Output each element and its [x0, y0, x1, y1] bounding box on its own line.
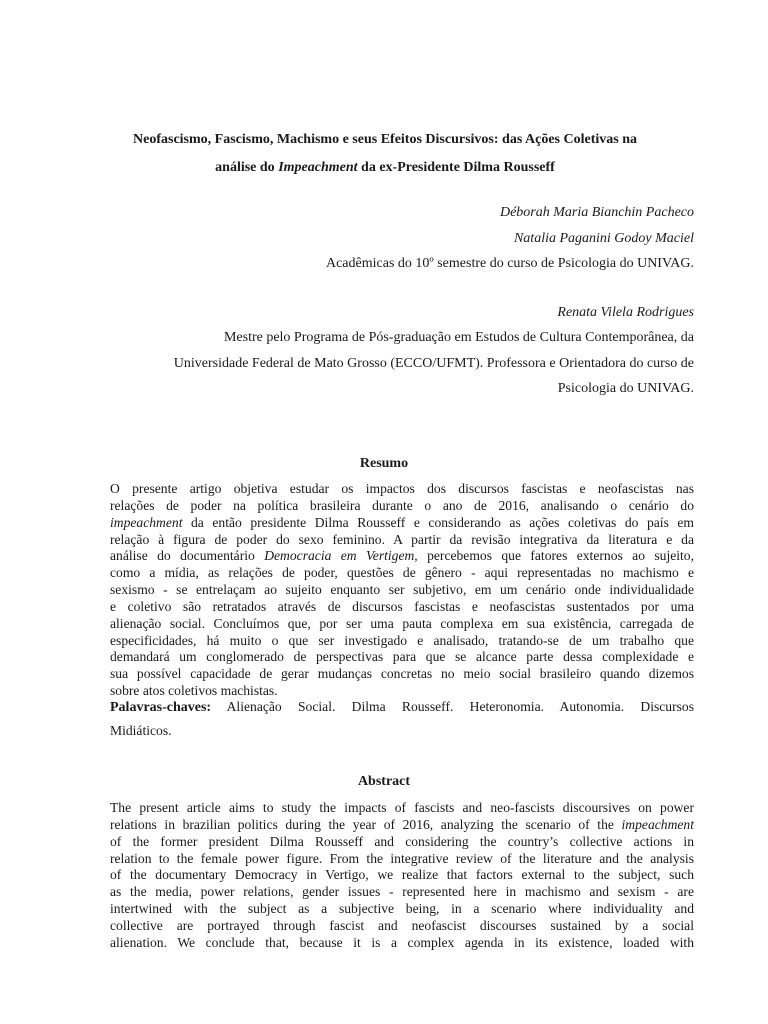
keywords-line-1: [110, 695, 694, 719]
title-line-2-em: Impeachment: [278, 160, 358, 175]
abstract-line: relation to the female power figure. From the integrative review of the literature and the analysis: [110, 850, 694, 866]
resumo-line-em: Democracia em Vertigem,: [264, 548, 418, 564]
resumo-line: [110, 515, 694, 532]
resumo-line: sexismo - se entrelaçam ao sujeito enquanto ser subjetivo, em um cenário onde individualidade: [110, 582, 694, 598]
resumo-line: sobre atos coletivos machistas.: [110, 683, 278, 699]
resumo-line-text: análise do documentário: [110, 548, 265, 564]
abstract-line: alienation. We conclude that, because it is a complex agenda in its existence, loaded with: [110, 934, 694, 950]
resumo-line: relações de poder na política brasileira durante o ano de 2016, analisando o cenário do: [110, 497, 694, 513]
abstract-line: The present article aims to study the impacts of fascists and neo-fascists discoursives on power: [110, 800, 694, 815]
title-line-1: Neofascismo, Fascismo, Machismo e seus Efeitos Discursivos: das Ações Coletivas na: [133, 132, 637, 147]
title-line-2-post: da ex-Presidente Dilma Rousseff: [357, 160, 555, 175]
resumo-line: demandará um conglomerado de perspectivas para que se alcance parte dessa complexidade e: [110, 649, 694, 665]
keywords-label: Palavras-chaves:: [110, 700, 212, 715]
affiliation-2-line-2: Universidade Federal de Mato Grosso (ECCO/UFMT). Professora e Orientadora do curso de: [173, 356, 694, 371]
resumo-line-text: percebemos que fatores externos ao sujeito,: [417, 548, 695, 564]
abstract-line-text: relations in brazilian politics during the year of 2016, analyzing the scenario of the: [110, 816, 622, 832]
author-1: Déborah Maria Bianchin Pacheco: [499, 205, 694, 220]
resumo-line: como a mídia, as relações de poder, questões de gênero - aqui representadas no machismo e: [110, 565, 694, 581]
resumo-line: alienação social. Concluímos que, por ser uma pauta complexa em sua existência, carregada de: [110, 615, 694, 631]
resumo-line: [110, 548, 694, 565]
resumo-line-text: da então presidente Dilma Rousseff e considerando as ações coletivas do país em: [182, 514, 694, 530]
abstract-line: [110, 817, 694, 834]
resumo-line: sua possível capacidade de gerar mudanças concretas no meio social brasileiro quando dizemos: [110, 666, 694, 682]
abstract-paragraph: [110, 800, 694, 952]
paper-title: [100, 126, 670, 182]
keywords: [110, 695, 694, 743]
abstract-line: collective are portrayed through fascist and neofascist discourses sustained by a social: [110, 917, 694, 933]
title-line-2: [100, 154, 670, 182]
abstract-line: intertwined with the subject as a subjective being, in a scenario where individuality and: [110, 901, 694, 917]
abstract-line: of the documentary Democracy in Vertigo, we realize that factors external to the subject, such: [110, 867, 694, 883]
affiliation-1: Acadêmicas do 10º semestre do curso de Psicologia do UNIVAG.: [325, 256, 694, 271]
resumo-line: e coletivo são retratados através de discursos fascistas e neofascistas sustentados por uma: [110, 598, 694, 614]
affiliation-2-line-3: Psicologia do UNIVAG.: [557, 381, 694, 396]
keywords-text: Alienação Social. Dilma Rousseff. Heteronomia. Autonomia. Discursos: [211, 699, 694, 714]
keywords-line-2: Midiáticos.: [110, 723, 172, 738]
abstract-line: as the media, power relations, gender issues - represented here in machismo and sexism - are: [110, 884, 694, 900]
resumo-paragraph: [110, 481, 694, 700]
author-3: Renata Vilela Rodrigues: [557, 305, 694, 320]
affiliation-2-line-1: Mestre pelo Programa de Pós-graduação em Estudos de Cultura Contemporânea, da: [223, 330, 694, 345]
resumo-line-em: impeachment: [110, 514, 183, 530]
resumo-line: O presente artigo objetiva estudar os impactos dos discursos fascistas e neofascistas nas: [110, 481, 694, 496]
abstract-line: of the former president Dilma Rousseff and considering the country’s collective actions in: [110, 833, 694, 849]
resumo-heading: Resumo: [359, 456, 409, 471]
abstract-line-em: impeachment: [621, 816, 694, 832]
title-line-2-pre: análise do: [215, 160, 279, 175]
author-2: Natalia Paganini Godoy Maciel: [513, 231, 694, 246]
abstract-heading: Abstract: [357, 774, 411, 789]
resumo-line: relação à figura de poder do sexo feminino. A partir da revisão integrativa da literatura e da: [110, 531, 694, 547]
resumo-line: especificidades, há muito o que ser investigado e analisado, tratando-se de um trabalho que: [110, 632, 694, 648]
